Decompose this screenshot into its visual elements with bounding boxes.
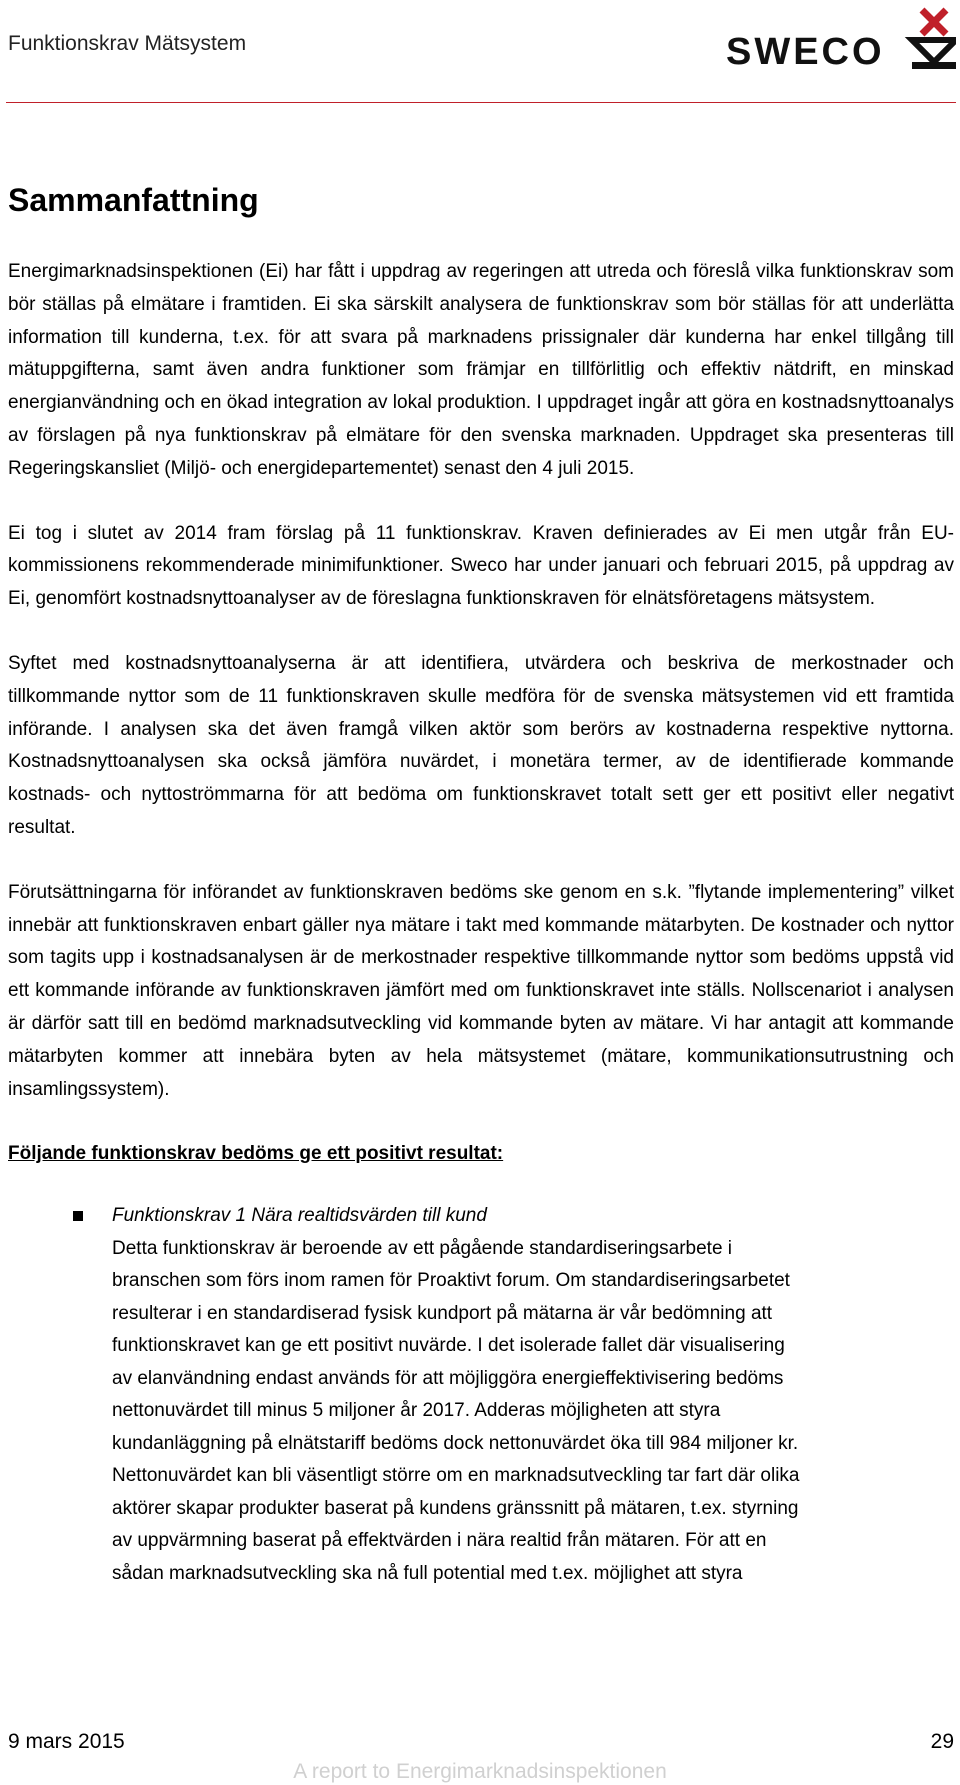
bullet-line: funktionskravet kan ge ett positivt nuvärde. I det isolerade fallet där visualisering [112,1335,785,1357]
bullet-item [8,1200,960,1590]
paragraph: Ei tog i slutet av 2014 fram förslag på 11 funktionskrav. Kraven definierades av Ei men utgår från EU-kommissionens rekommenderade minimifunktioner. Sweco har under januari och februari 2015, på uppdrag av Ei, genomfört kostnadsnyttoanalyser av de föreslagna funktionskraven för elnätsföretagens mätsystem. [8,522,954,610]
bullet-line: nettonuvärdet till minus 5 miljoner år 2017. Adderas möjligheten att styra [112,1400,721,1422]
bullet-line: kundanläggning på elnätstariff bedöms dock nettonuvärdet öka till 984 miljoner kr. [112,1432,799,1454]
subheading: Följande funktionskrav bedöms ge ett positivt resultat: [8,1143,504,1165]
bullet-line: aktörer skapar produkter baserat på kundens gränssnitt på mätaren, t.ex. styrning [112,1497,799,1519]
page-header [0,0,960,105]
square-bullet-icon [73,1211,83,1221]
sweco-figure-icon [912,10,956,69]
footer-report-line: A report to Energimarknadsinspektionen [293,1760,667,1783]
header-divider [6,102,956,103]
document-body [8,178,954,1590]
sweco-logo [726,4,956,76]
paragraph: Energimarknadsinspektionen (Ei) har fått i uppdrag av regeringen att utreda och föreslå vilka funktionskrav som bör ställas på elmätare i framtiden. Ei ska särskilt analysera de funktionskrav som bör ställas för att underlätta information till kunderna, t.ex. för att svara på marknadens prissignaler där kunderna har enkel tillgång till mätuppgifterna, samt även andra funktioner som främjar en tillförlitlig och effektiv nätdrift, en minskad energianvändning och en ökad integration av lokal produktion. I uppdraget ingår att göra en kostnadsnyttoanalys av förslagen på nya funktionskrav på elmätare för den svenska marknaden. Uppdraget ska presenteras till Regeringskansliet (Miljö- och energidepartementet) senast den 4 juli 2015. [8,261,954,479]
bullet-line: av elanvändning endast används för att möjliggöra energieffektivisering bedöms [112,1367,784,1389]
bullet-line: Detta funktionskrav är beroende av ett pågående standardiseringsarbete i [112,1237,733,1259]
footer-date: 9 mars 2015 [8,1730,125,1753]
bullet-line: sådan marknadsutveckling ska nå full potential med t.ex. möjlighet att styra [112,1562,743,1584]
paragraph: Syftet med kostnadsnyttoanalyserna är att identifiera, utvärdera och beskriva de merkostnader och tillkommande nyttor som de 11 funktionskraven skulle medföra för de svenska mätsystemen vid ett framtida införande. I analysen ska det även framgå vilken aktör som berörs av kostnaderna respektive nyttorna. Kostnadsnyttoanalysen ska också jämföra nuvärdet, i monetära termer, av de identifierade kommande kostnads- och nyttoströmmarna för att bedöma om funktionskravet totalt sett ger ett positivt eller negativt resultat. [8,652,954,838]
page-number: 29 [930,1730,954,1753]
bullet-line: branschen som förs inom ramen för Proaktivt forum. Om standardiseringsarbetet [112,1270,790,1292]
section-heading: Sammanfattning [8,182,259,218]
bullet-title: Funktionskrav 1 Nära realtidsvärden till kund [112,1205,487,1227]
bullet-line: av uppvärmning baserat på effektvärden i nära realtid från mätaren. För att en [112,1530,767,1552]
bullet-line: resulterar i en standardiserad fysisk kundport på mätarna är vår bedömning att [112,1302,773,1324]
document-title: Funktionskrav Mätsystem [8,32,247,55]
paragraph: Förutsättningarna för införandet av funktionskraven bedöms ske genom en s.k. ”flytande implementering” vilket innebär att funktionskraven enbart gäller nya mätare i takt med kommande mätarbyten. De kostnader och nyttor som tagits upp i kostnadsanalysen är de merkostnader respektive tillkommande nyttor som bedöms uppstå vid ett kommande införande av funktionskraven jämfört med om funktionskravet inte ställs. Nollscenariot i analysen är därför satt till en bedömd marknadsutveckling vid kommande byten av mätare. Vi har antagit att kommande mätarbyten kommer att innebära byten av hela mätsystemet (mätare, kommunikationsutrustning och insamlingssystem). [8,881,954,1100]
sweco-logo-text: SWECO [726,31,885,73]
bullet-line: Nettonuvärdet kan bli väsentligt större om en marknadsutveckling tar fart där olika [112,1465,800,1487]
